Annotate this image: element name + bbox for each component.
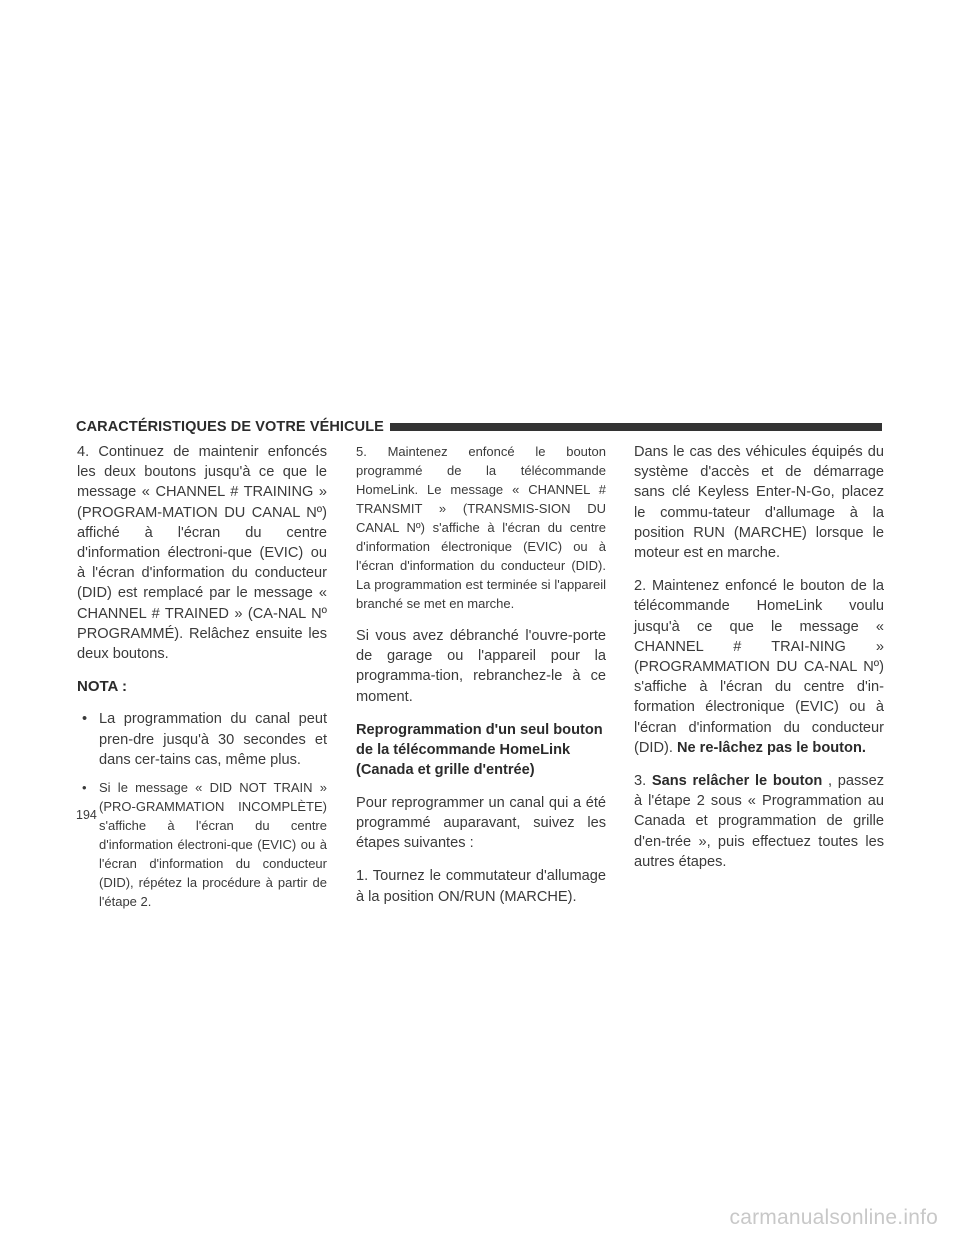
step-5-paragraph: 5. Maintenez enfoncé le bouton programmé de la télécommande HomeLink. Le message « CHANNEL # TRANSMIT » (TRANSMIS-SION DU CANAL Nº) s'affiche à l'écran du centre d'information électronique (EVIC) ou à l'écran d'information du conducteur (DID). La programmation est terminée si l'appareil branché se met en marche. bbox=[356, 444, 606, 611]
section-title: CARACTÉRISTIQUES DE VOTRE VÉHICULE bbox=[76, 419, 384, 435]
column-right bbox=[634, 442, 884, 885]
header-rule bbox=[390, 423, 882, 431]
nota-item-2-text: Si le message « DID NOT TRAIN » (PRO-GRAMMATION INCOMPLÈTE) s'affiche à l'écran du centre d'information électroni-que (EVIC) ou à l'écran d'information du conducteur (DID), répétez la procédure à partir de l'étape 2. bbox=[99, 780, 327, 910]
keyless-paragraph: Dans le cas des véhicules équipés du système d'accès et de démarrage sans clé Keyless Enter-N-Go, placez le commu-tateur d'allumage à la position RUN (MARCHE) lorsque le moteur est en marche. bbox=[634, 444, 884, 562]
reprogram-step-1-paragraph: 1. Tournez le commutateur d'allumage à la position ON/RUN (MARCHE). bbox=[356, 868, 606, 905]
reprogram-step-3-paragraph bbox=[634, 771, 884, 872]
step-4-paragraph: 4. Continuez de maintenir enfoncés les deux boutons jusqu'à ce que le message « CHANNEL # TRAINING » (PROGRAM-MATION DU CANAL Nº) affiché à l'écran du centre d'information électroni-que (EVIC) ou à l'écran d'information du conducteur (DID) est remplacé par le message « CHANNEL # TRAINED » (CA-NAL Nº PROGRAMMÉ). Relâchez ensuite les deux boutons. bbox=[77, 444, 327, 663]
column-left bbox=[77, 442, 327, 919]
reprogram-intro-paragraph: Pour reprogrammer un canal qui a été programmé auparavant, suivez les étapes suivantes : bbox=[356, 794, 606, 852]
bullet-icon: • bbox=[82, 711, 88, 728]
reprogram-step-2-text: 2. Maintenez enfoncé le bouton de la télécommande HomeLink voulu jusqu'à ce que le message « CHANNEL # TRAI-NING » (PROGRAMMATION DU CA-NAL Nº) s'affiche à l'écran du centre d'in-formation électronique (EVIC) ou à l'écran d'information du conducteur (DID). bbox=[634, 578, 884, 756]
reprogram-step-2-warning: Ne re-lâchez pas le bouton. bbox=[676, 739, 866, 756]
reprogramming-subheading: Reprogrammation d'un seul bouton de la télécommande HomeLink (Canada et grille d'entrée) bbox=[356, 721, 603, 778]
reprogram-step-2-paragraph bbox=[634, 576, 884, 758]
reprogram-step-3-text: , passez à l'étape 2 sous « Programmation au Canada et programmation de grille d'en-trée », puis effectuez toutes les autres étapes. bbox=[634, 773, 885, 870]
page-number: 194 bbox=[76, 808, 97, 822]
nota-item-1 bbox=[77, 709, 327, 770]
nota-item-2 bbox=[77, 778, 327, 911]
reconnect-paragraph: Si vous avez débranché l'ouvre-porte de garage ou l'appareil pour la programma-tion, rebranchez-le à ce moment. bbox=[356, 628, 606, 705]
nota-heading: NOTA : bbox=[77, 678, 127, 696]
bullet-icon: • bbox=[82, 780, 87, 796]
reprogram-step-3-emphasis: Sans relâcher le bouton bbox=[651, 773, 823, 790]
nota-list bbox=[77, 709, 327, 911]
watermark: carmanualsonline.info bbox=[729, 1206, 938, 1229]
section-header bbox=[76, 417, 882, 437]
column-middle bbox=[356, 442, 606, 920]
reprogram-step-3-number: 3. bbox=[634, 773, 652, 790]
nota-item-1-text: La programmation du canal peut pren-dre jusqu'à 30 secondes et dans cer-tains cas, même plus. bbox=[99, 711, 327, 768]
